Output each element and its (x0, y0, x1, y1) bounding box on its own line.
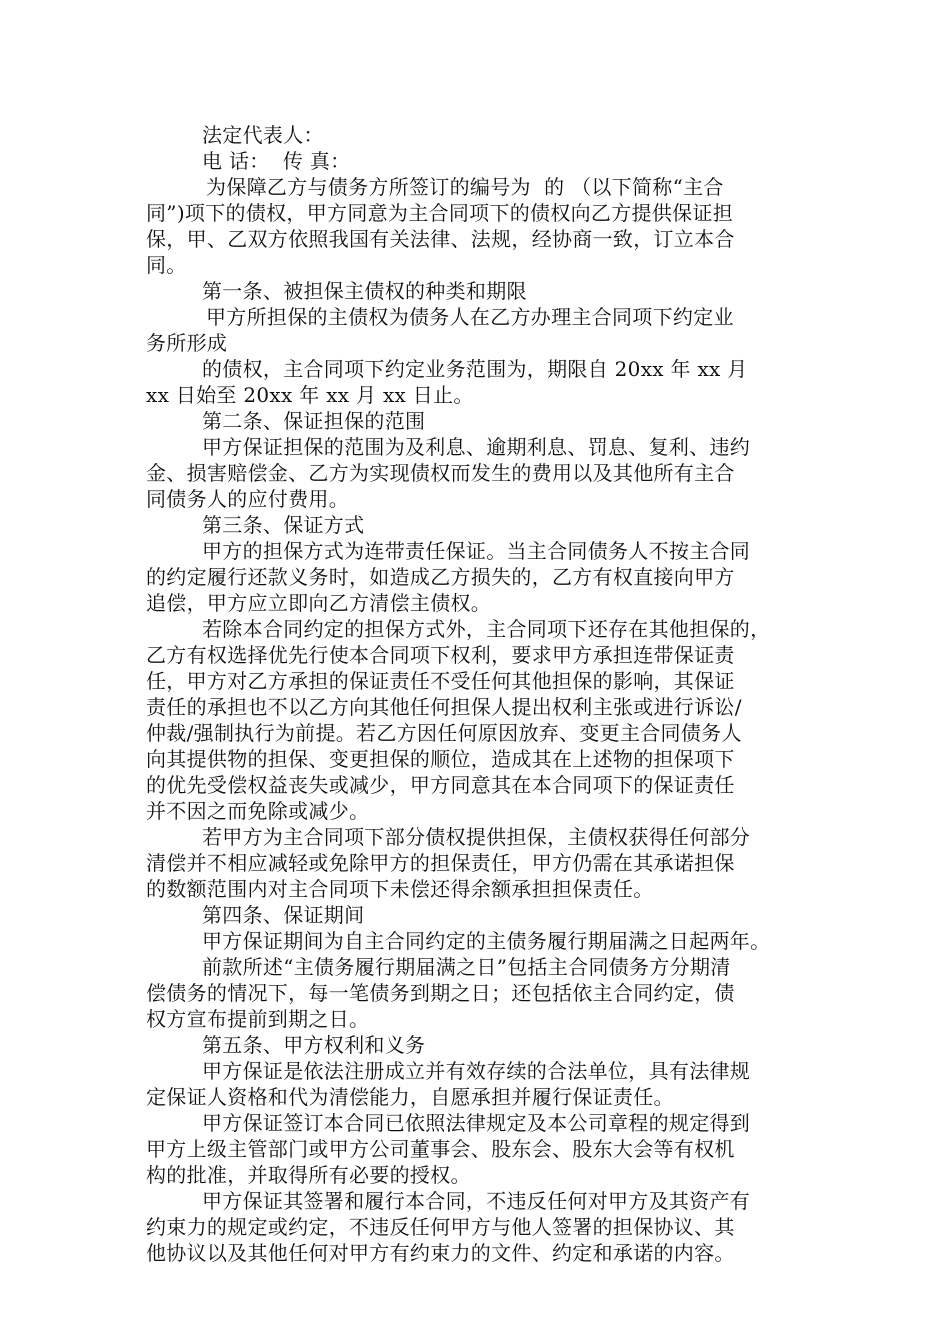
paragraph-line: 若除本合同约定的担保方式外，主合同项下还存在其他担保的， (202, 617, 771, 641)
paragraph-line: 他协议以及其他任何对甲方有约束力的文件、约定和承诺的内容。 (146, 1241, 735, 1265)
paragraph-line: 甲方保证其签署和履行本合同，不违反任何对甲方及其资产有 (202, 1189, 751, 1213)
paragraph-line: 金、损害赔偿金、乙方为实现债权而发生的费用以及其他所有主合 (146, 461, 735, 485)
paragraph-line: 定保证人资格和代为清偿能力，自愿承担并履行保证责任。 (146, 1085, 674, 1109)
paragraph-line: 同债务人的应付费用。 (146, 487, 349, 511)
intro-paragraph (146, 174, 808, 278)
article-5-paragraph-1 (146, 1058, 808, 1110)
document-page (146, 122, 808, 1266)
article-2-body (146, 434, 808, 512)
paragraph-line: 若甲方为主合同项下部分债权提供担保，主债权获得任何部分 (202, 825, 751, 849)
article-1-title: 第一条、被担保主债权的种类和期限 (202, 279, 527, 303)
paragraph-line: 同”)项下的债权，甲方同意为主合同项下的债权向乙方提供保证担 (146, 201, 734, 225)
paragraph-line: 权方宣布提前到期之日。 (146, 1007, 370, 1031)
article-5-title: 第五条、甲方权利和义务 (202, 1033, 426, 1057)
paragraph-line: 的优先受偿权益丧失或减少，甲方同意其在本合同项下的保证责任 (146, 773, 735, 797)
paragraph-line: 甲方保证担保的范围为及利息、逾期利息、罚息、复利、违约 (202, 435, 751, 459)
article-3-title: 第三条、保证方式 (202, 513, 365, 537)
paragraph-line: 任，甲方对乙方承担的保证责任不受任何其他担保的影响，其保证 (146, 669, 735, 693)
paragraph-line: 甲方所担保的主债权为债务人在乙方办理主合同项下约定业 (206, 305, 734, 329)
paragraph-line: 偿债务的情况下，每一笔债务到期之日；还包括依主合同约定，债 (146, 981, 735, 1005)
paragraph-line: 甲方保证签订本合同已依照法律规定及本公司章程的规定得到 (202, 1111, 751, 1135)
paragraph-line: 前款所述“主债务履行期届满之日”包括主合同债务方分期清 (202, 955, 731, 979)
paragraph-line: 保，甲、乙双方依照我国有关法律、法规，经协商一致，订立本合 (146, 227, 735, 251)
paragraph-line: 约束力的规定或约定，不违反任何甲方与他人签署的担保协议、其 (146, 1215, 735, 1239)
paragraph-line: 责任的承担也不以乙方向其他任何担保人提出权利主张或进行诉讼/ (146, 695, 742, 719)
paragraph-line: 构的批准，并取得所有必要的授权。 (146, 1163, 471, 1187)
paragraph-line: 向其提供物的担保、变更担保的顺位，造成其在上述物的担保项下 (146, 747, 735, 771)
paragraph-line: 甲方上级主管部门或甲方公司董事会、股东会、股东大会等有权机 (146, 1137, 735, 1161)
article-5-paragraph-2 (146, 1110, 808, 1188)
article-4-paragraph-2 (146, 954, 808, 1032)
article-4-title: 第四条、保证期间 (202, 903, 365, 927)
phone-fax-line: 电 话： 传 真： (202, 149, 351, 173)
legal-rep-label: 法定代表人： (202, 123, 324, 147)
paragraph-line: 仲裁/强制执行为前提。若乙方因任何原因放弃、变更主合同债务人 (146, 721, 742, 745)
paragraph-line: 清偿并不相应减轻或免除甲方的担保责任，甲方仍需在其承诺担保 (146, 851, 735, 875)
paragraph-line: 甲方保证期间为自主合同约定的主债务履行期届满之日起两年。 (202, 929, 771, 953)
paragraph-line: 务所形成 (146, 331, 228, 355)
paragraph-line: 甲方保证是依法注册成立并有效存续的合法单位，具有法律规 (202, 1059, 751, 1083)
paragraph-line: 甲方的担保方式为连带责任保证。当主合同债务人不按主合同 (202, 539, 751, 563)
article-3-paragraph-1 (146, 538, 808, 616)
article-4-paragraph-1 (146, 928, 808, 954)
article-2-title: 第二条、保证担保的范围 (202, 409, 426, 433)
article-3-paragraph-3 (146, 824, 808, 902)
paragraph-line: 同。 (146, 253, 187, 277)
paragraph-line: 的约定履行还款义务时，如造成乙方损失的，乙方有权直接向甲方 (146, 565, 735, 589)
article-5-paragraph-3 (146, 1188, 808, 1266)
paragraph-line: 为保障乙方与债务方所签订的编号为 的 （以下简称“主合 (206, 175, 724, 199)
paragraph-line: xx 日始至 20xx 年 xx 月 xx 日止。 (146, 383, 474, 407)
article-3-paragraph-2 (146, 616, 808, 824)
paragraph-line: 的债权，主合同项下约定业务范围为，期限自 20xx 年 xx 月 (202, 357, 748, 381)
paragraph-line: 乙方有权选择优先行使本合同项下权利，要求甲方承担连带保证责 (146, 643, 735, 667)
paragraph-line: 的数额范围内对主合同项下未偿还得余额承担担保责任。 (146, 877, 654, 901)
paragraph-line: 并不因之而免除或减少。 (146, 799, 370, 823)
article-1-body (146, 304, 808, 408)
paragraph-line: 追偿，甲方应立即向乙方清偿主债权。 (146, 591, 492, 615)
